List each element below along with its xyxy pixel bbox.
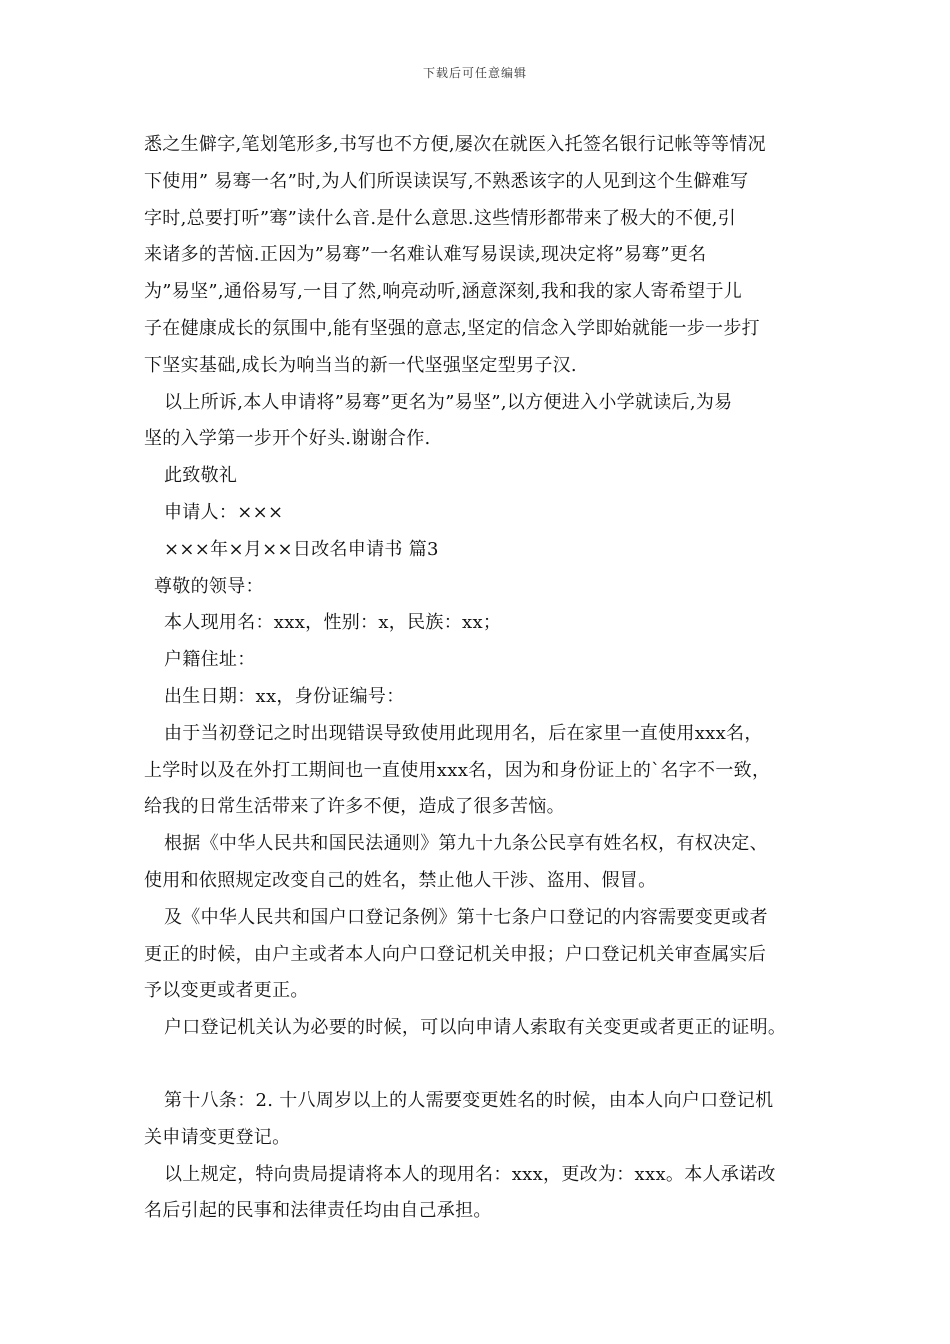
text-line: 给我的日常生活带来了许多不便，造成了很多苦恼。: [144, 796, 565, 818]
text-line: 户籍住址：: [164, 649, 256, 671]
text-line: 尊敬的领导：: [154, 575, 264, 597]
text-line: 此致敬礼: [164, 465, 238, 487]
text-line: 下坚实基础,成长为响当当的新一代坚强坚定型男子汉.: [144, 354, 577, 376]
document-body: [144, 127, 820, 1230]
text-line: 坚的入学第一步开个好头.谢谢合作.: [144, 428, 431, 450]
text-line: 使用和依照规定改变自己的姓名，禁止他人干涉、盗用、假冒。: [144, 869, 657, 891]
text-line: ×××年×月××日改名申请书 篇3: [164, 538, 439, 560]
page-header: 下载后可任意编辑: [422, 66, 527, 80]
text-line: 以上所诉,本人申请将”易骞”更名为”易坚”,以方便进入小学就读后,为易: [164, 391, 733, 413]
text-line: 出生日期：xx，身份证编号：: [164, 685, 405, 707]
text-line: 申请人：×××: [164, 501, 284, 523]
paragraph-gap: [144, 1047, 820, 1083]
text-line: 根据《中华人民共和国民法通则》第九十九条公民享有姓名权，有权决定、: [164, 833, 768, 855]
text-line: 上学时以及在外打工期间也一直使用xxx名，因为和身份证上的`名字不一致，: [144, 759, 771, 781]
text-line: 子在健康成长的氛围中,能有坚强的意志,坚定的信念入学即始就能一步一步打: [144, 317, 760, 339]
text-line: 名后引起的民事和法律责任均由自己承担。: [144, 1200, 492, 1222]
text-line: 予以变更或者更正。: [144, 980, 309, 1002]
text-line: 以上规定，特向贵局提请将本人的现用名：xxx，更改为：xxx。本人承诺改: [164, 1163, 776, 1185]
text-line: 本人现用名：xxx，性别：x，民族：xx；: [164, 612, 502, 634]
text-line: 来诸多的苦恼.正因为”易骞”一名难认难写易误读,现决定将”易骞”更名: [144, 244, 707, 266]
text-line: 及《中华人民共和国户口登记条例》第十七条户口登记的内容需要变更或者: [164, 906, 768, 928]
text-line: 悉之生僻字,笔划笔形多,书写也不方便,屡次在就医入托签名银行记帐等等情况: [144, 134, 766, 155]
text-line: 更正的时候，由户主或者本人向户口登记机关申报；户口登记机关审查属实后: [144, 943, 767, 965]
text-line: 下使用” 易骞一名”时,为人们所误读误写,不熟悉该字的人见到这个生僻难写: [144, 170, 749, 192]
text-line: 为”易坚”,通俗易写,一目了然,响亮动听,涵意深刻,我和我的家人寄希望于儿: [144, 281, 743, 303]
text-line: 由于当初登记之时出现错误导致使用此现用名，后在家里一直使用xxx名，: [164, 722, 763, 744]
text-line: 户口登记机关认为必要的时候，可以向申请人索取有关变更或者更正的证明。: [164, 1017, 787, 1039]
text-line: 第十八条：2. 十八周岁以上的人需要变更姓名的时候，由本人向户口登记机: [164, 1089, 774, 1111]
text-line: 关申请变更登记。: [144, 1126, 291, 1148]
text-line: 字时,总要打听”骞”读什么音.是什么意思.这些情形都带来了极大的不便,引: [144, 207, 737, 229]
